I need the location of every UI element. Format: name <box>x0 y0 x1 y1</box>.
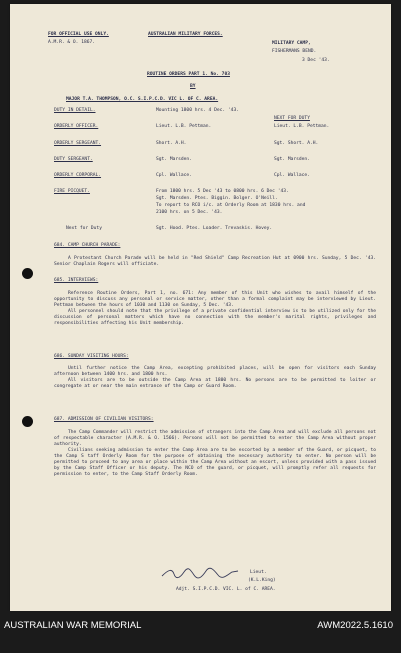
document-page <box>10 4 391 611</box>
signatory-name: (K.L.King) <box>248 578 276 583</box>
duty-label: ORDERLY CORPORAL. <box>54 173 102 178</box>
item-body <box>54 366 376 390</box>
signatory-rank: Lieut. <box>250 570 267 575</box>
duty-label: DUTY SERGEANT. <box>54 157 93 162</box>
punch-hole-top <box>22 268 33 279</box>
paragraph: Until further notice the Camp Area, excepting prohibited places, will be open for visitors each Sunday afternoon between 1400 hrs. and 1800 hrs. <box>54 366 376 377</box>
accession-number: AWM2022.5.1610 <box>317 620 393 631</box>
classification-marking: FOR OFFICIAL USE ONLY. <box>48 32 109 37</box>
item-heading: 685. INTERVIEWS: <box>54 278 99 283</box>
fire-picquet-label: FIRE PICQUET. <box>54 189 90 194</box>
duty-current: Mounting 1800 hrs. 4 Dec. '43. <box>156 108 239 113</box>
fire-picquet-line-3: To report to RCO i/c. at Orderly Room at 1830 hrs. and <box>156 203 306 208</box>
duty-row <box>54 157 384 165</box>
duty-row <box>54 141 384 149</box>
next-for-duty-names: Sgt. Hood. Ptes. Loader. Trevaskis. Hovey. <box>156 226 273 231</box>
duty-next: Sgt. Short. A.H. <box>274 141 319 146</box>
punch-hole-bottom <box>22 416 33 427</box>
item-heading: 686. SUNDAY VISITING HOURS: <box>54 354 129 359</box>
duty-row <box>54 108 384 116</box>
orders-heading: ROUTINE ORDERS PART 1. No. 703 <box>147 72 230 77</box>
item-heading: 684. CAMP CHURCH PARADE: <box>54 243 121 248</box>
paragraph: All personnel should note that the privilege of a private confidential interview is to be utilized only for the discussion of personal matters which have no connection with the member's marital rights, privileges and responsibilities affecting his Unit membership. <box>54 309 376 326</box>
document-title: AUSTRALIAN MILITARY FORCES. <box>148 32 223 37</box>
duty-current: Short. A.H. <box>156 141 187 146</box>
handwritten-signature <box>160 566 240 580</box>
duty-next: Lieut. L.B. Pettman. <box>274 124 330 129</box>
duty-current: Sgt. Marsden. <box>156 157 192 162</box>
duty-next: Sgt. Marsden. <box>274 157 310 162</box>
duty-row <box>54 124 384 132</box>
paragraph: All visitors are to be outside the Camp Area at 1800 hrs. No persons are to be permitted to loiter or congregate at or near the main entrance of the Camp or Guard Room. <box>54 378 376 389</box>
signatory-appointment: Adjt. S.I.P.C.D. VIC. L. of C. AREA. <box>176 587 276 592</box>
duty-label: ORDERLY SERGEANT. <box>54 141 102 146</box>
item-body <box>54 430 376 478</box>
next-for-duty-column-heading: NEXT FOR DUTY <box>274 116 310 121</box>
duty-current: Lieut. L.B. Pettman. <box>156 124 212 129</box>
duty-label: DUTY IN DETAIL. <box>54 108 96 113</box>
fire-picquet-line-2: Sgt. Marsden. Ptes. Biggin. Bolger. O'Neill. <box>156 196 278 201</box>
duty-current: Cpl. Wallace. <box>156 173 192 178</box>
duty-row <box>54 173 384 181</box>
orders-by: BY <box>190 84 196 89</box>
item-body <box>54 256 376 268</box>
paragraph: Reference Routine Orders, Part 1, no. 671: Any member of this Unit who wishes to avail himself of the opportunity to discuss any personal or service matter, other than a formal complaint may be interviewed by Lieut. Pettman between the hours of 1030 and 1130 on Sunday, 5 Dec. '43. <box>54 291 376 308</box>
paragraph: The Camp Commander will restrict the admission of strangers into the Camp Area and will exclude all persons not of respectable character (A.M.R. & O. 1566). Persons will not be permitted to enter the Camp Area without proper authority. <box>54 430 376 447</box>
duty-label: ORDERLY OFFICER. <box>54 124 99 129</box>
item-heading: 687. ADMISSION OF CIVILIAN VISITORS: <box>54 417 154 422</box>
paragraph: Civilians seeking admission to enter the Camp Area are to be escorted by a member of the Guard, or picquet, to the Camp S taff Orderly Room for the purpose of obtaining the necessary authority to enter. No person will be permitted to proceed to any area or place within the Camp Area without an escort, unless provided with a pass issued by the Camp Staff Officer or his deputy. The NCO of the guard, or picquet, will promptly refer all requests for permission to enter, to the Camp Staff Orderly Room. <box>54 448 376 477</box>
duty-next: Cpl. Wallace. <box>274 173 310 178</box>
next-for-duty-label: Next for Duty <box>66 226 102 231</box>
paragraph: A Protestant Church Parade will be held in "Red Shield" Camp Recreation Hut at 0900 hrs. Sunday, 5 Dec. '43. Senior Chaplain Rogers will officiate. <box>54 256 376 267</box>
document-date: 3 Dec '43. <box>302 58 330 63</box>
fire-picquet-line-1: From 1800 hrs. 5 Dec '43 to 0800 hrs. 6 Dec '43. <box>156 189 289 194</box>
archive-footer <box>0 611 401 653</box>
regulation-reference: A.M.R. & O. 1867. <box>48 40 96 45</box>
orders-issuer: MAJOR T.A. THOMPSON, O.C. S.I.P.C.D. VIC L. OF C. AREA. <box>66 97 219 102</box>
archive-source: AUSTRALIAN WAR MEMORIAL <box>4 620 142 631</box>
location-line-2: FISHERMANS BEND. <box>272 49 317 54</box>
fire-picquet-line-4: 2100 hrs. on 5 Dec. '43. <box>156 210 223 215</box>
item-body <box>54 291 376 327</box>
location-line-1: MILITARY CAMP, <box>272 41 311 46</box>
